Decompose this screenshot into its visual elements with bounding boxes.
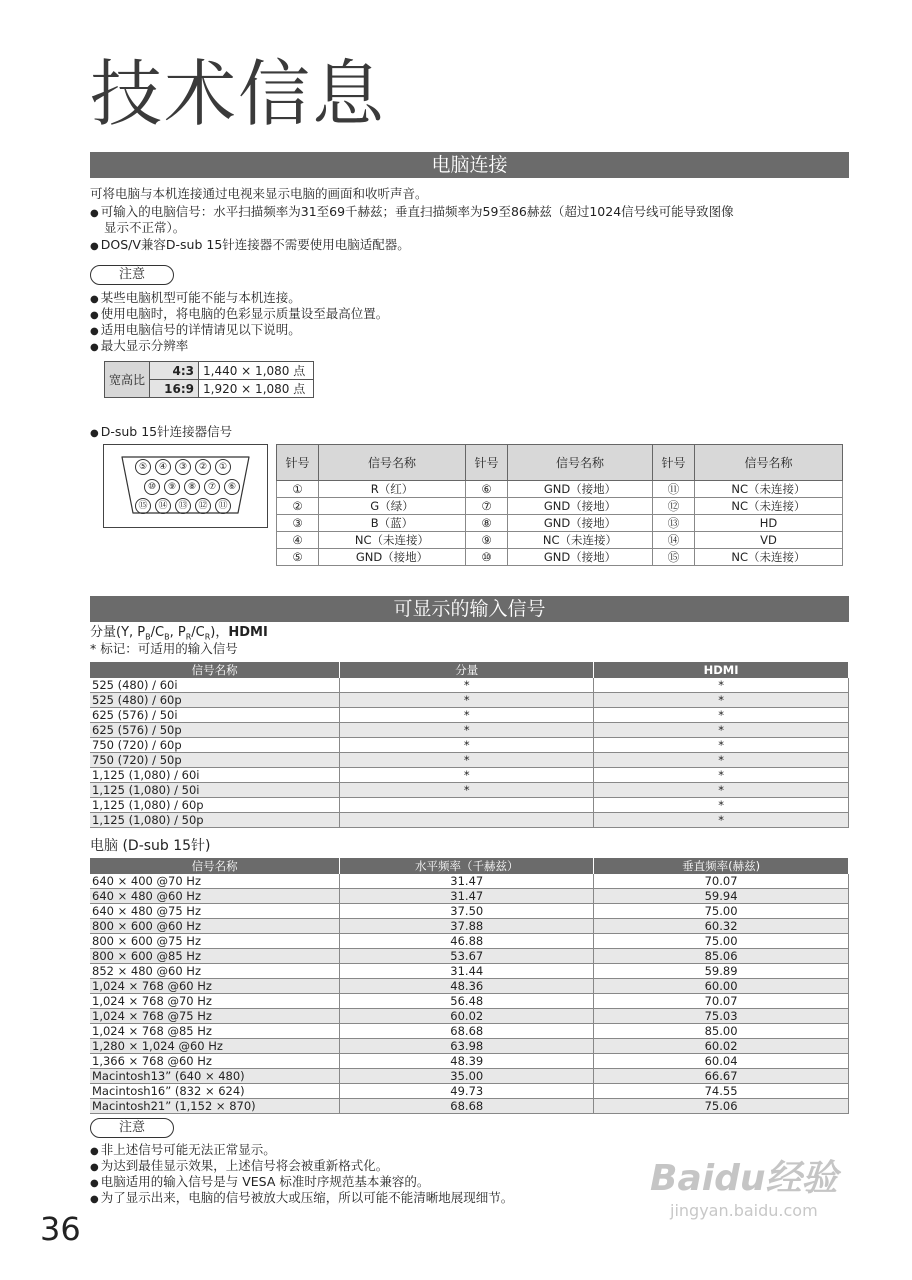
table-cell: * [340,678,594,693]
table-cell: * [594,678,849,693]
table-row [277,532,843,549]
pin-header: 针号 [277,445,319,481]
table-cell: 60.02 [340,1009,594,1024]
pin-header: 针号 [466,445,508,481]
watermark-brand: Baidu经验 [650,1158,838,1199]
table-cell: 66.67 [594,1069,849,1084]
table-row [277,498,843,515]
table-header: HDMI [594,662,849,678]
table-row [90,1069,849,1084]
dsub-connector-diagram [103,444,268,528]
table-cell: 60.04 [594,1054,849,1069]
table-cell: 56.48 [340,994,594,1009]
ratio-value: 1,440 × 1,080 点 [199,362,314,380]
table-row [90,1009,849,1024]
table-cell: ③ [277,515,319,532]
table-cell: 75.00 [594,904,849,919]
ratio-key: 16:9 [150,380,199,398]
dsub-label: ● D-sub 15针连接器信号 [90,424,232,442]
table-cell: GND（接地） [508,549,653,566]
pc-bullet-dosv: ● DOS/V兼容D-sub 15针连接器不需要使用电脑适配器。 [90,237,410,255]
table-cell: ⑥ [466,481,508,498]
table-cell: ⑭ [653,532,695,549]
table-cell: 74.55 [594,1084,849,1099]
table-cell: ⑩ [466,549,508,566]
signal-name-header: 信号名称 [695,445,843,481]
table-cell: ⑪ [653,481,695,498]
table-cell: * [594,753,849,768]
table-cell: 31.47 [340,889,594,904]
table-cell: GND（接地） [508,515,653,532]
pc-bullet-signal-range-cont: 显示不正常）。 [104,220,186,235]
table-row [90,1039,849,1054]
table-cell: ⑮ [653,549,695,566]
table-cell: ④ [277,532,319,549]
signal-note-item: ● 为达到最佳显示效果，上述信号将会被重新格式化。 [90,1158,388,1176]
table-cell: NC（未连接） [695,498,843,515]
component-signal-table [90,662,849,828]
connector-pin: ① [215,459,231,475]
table-cell: GND（接地） [319,549,466,566]
table-cell: HD [695,515,843,532]
table-cell: 60.00 [594,979,849,994]
table-row [90,994,849,1009]
table-cell: NC（未连接） [695,481,843,498]
mark-note: * 标记：可适用的输入信号 [90,641,238,656]
table-cell: * [340,723,594,738]
table-header: 垂直频率(赫兹) [594,858,849,874]
table-cell: 1,024 × 768 @75 Hz [90,1009,340,1024]
table-cell: 53.67 [340,949,594,964]
connector-pin: ⑪ [215,498,231,514]
table-cell: * [594,708,849,723]
table-cell: 625 (576) / 50i [90,708,340,723]
table-cell: Macintosh21” (1,152 × 870) [90,1099,340,1114]
connector-pin: ⑦ [204,479,220,495]
signal-note-item: ● 非上述信号可能无法正常显示。 [90,1142,276,1160]
table-cell: * [594,693,849,708]
table-cell: 800 × 600 @85 Hz [90,949,340,964]
table-cell: 750 (720) / 50p [90,753,340,768]
table-cell: Macintosh16” (832 × 624) [90,1084,340,1099]
table-row [90,783,849,798]
pc-note-item: ● 适用电脑信号的详情请见以下说明。 [90,322,301,340]
table-cell: ⑦ [466,498,508,515]
ratio-label: 宽高比 [105,362,150,398]
watermark [650,1150,837,1220]
table-cell: 68.68 [340,1099,594,1114]
table-cell: * [340,783,594,798]
table-row [90,753,849,768]
table-cell: * [594,783,849,798]
table-cell: * [594,738,849,753]
table-row [90,693,849,708]
table-cell: 59.89 [594,964,849,979]
table-cell: 1,125 (1,080) / 50i [90,783,340,798]
component-heading: 分量(Y, $P_B/C_B$, $P_R/C_R$)，HDMI [90,625,268,642]
table-cell: 60.32 [594,919,849,934]
table-cell: 750 (720) / 60p [90,738,340,753]
table-row [90,1084,849,1099]
table-cell: 640 × 480 @75 Hz [90,904,340,919]
table-cell: 75.00 [594,934,849,949]
table-cell: R（红） [319,481,466,498]
table-row [90,934,849,949]
table-cell: * [340,693,594,708]
signal-name-header: 信号名称 [319,445,466,481]
pc-note-item: ● 最大显示分辨率 [90,338,188,356]
table-cell: 1,125 (1,080) / 50p [90,813,340,828]
table-cell: 75.03 [594,1009,849,1024]
table-row [90,813,849,828]
page-title: 技术信息 [90,52,387,136]
table-cell: * [594,798,849,813]
max-resolution-table [104,361,314,398]
watermark-site: jingyan.baidu.com [670,1201,818,1220]
table-cell: ① [277,481,319,498]
table-header: 分量 [340,662,594,678]
table-cell: ⑫ [653,498,695,515]
table-cell: ⑨ [466,532,508,549]
pin-signal-table [276,444,843,566]
table-cell: 625 (576) / 50p [90,723,340,738]
table-cell [340,813,594,828]
table-cell: ⑧ [466,515,508,532]
table-cell: 70.07 [594,874,849,889]
pin-header: 针号 [653,445,695,481]
table-cell: 37.50 [340,904,594,919]
table-cell: 85.00 [594,1024,849,1039]
table-cell: ② [277,498,319,515]
table-cell: 640 × 400 @70 Hz [90,874,340,889]
table-cell: 59.94 [594,889,849,904]
pc-intro-text: 可将电脑与本机连接通过电视来显示电脑的画面和收听声音。 [90,186,428,201]
table-row [90,1099,849,1114]
table-cell: 1,280 × 1,024 @60 Hz [90,1039,340,1054]
connector-pin: ② [195,459,211,475]
table-row [277,549,843,566]
table-row [90,798,849,813]
table-cell: VD [695,532,843,549]
table-cell: * [340,753,594,768]
connector-pin: ⑤ [135,459,151,475]
table-cell: NC（未连接） [695,549,843,566]
signal-name-header: 信号名称 [508,445,653,481]
connector-pin: ③ [175,459,191,475]
signal-note-item: ● 为了显示出来，电脑的信号被放大或压缩，所以可能不能清晰地展现细节。 [90,1190,513,1208]
table-cell: 49.73 [340,1084,594,1099]
table-row [90,904,849,919]
table-cell: 31.44 [340,964,594,979]
connector-pin: ⑨ [164,479,180,495]
table-cell: G（绿） [319,498,466,515]
table-cell: 35.00 [340,1069,594,1084]
pc-note-item: ● 某些电脑机型可能不能与本机连接。 [90,290,301,308]
table-header: 水平频率（千赫兹） [340,858,594,874]
table-cell: * [594,768,849,783]
table-cell: * [340,708,594,723]
table-cell: 525 (480) / 60i [90,678,340,693]
table-cell: Macintosh13” (640 × 480) [90,1069,340,1084]
table-cell: 1,024 × 768 @70 Hz [90,994,340,1009]
table-cell: * [594,813,849,828]
table-cell: 46.88 [340,934,594,949]
table-cell: 31.47 [340,874,594,889]
table-cell: * [594,723,849,738]
section-bar-pc-connection: 电脑连接 [90,152,849,178]
table-cell: ⑤ [277,549,319,566]
table-cell: 1,024 × 768 @60 Hz [90,979,340,994]
table-cell: 68.68 [340,1024,594,1039]
table-row [90,1024,849,1039]
table-cell: 48.39 [340,1054,594,1069]
pc-bullet-signal-range: ● 可输入的电脑信号：水平扫描频率为31至69千赫兹；垂直扫描频率为59至86赫兹（超过1024信号线可能导致图像 [90,204,734,222]
table-cell: 1,024 × 768 @85 Hz [90,1024,340,1039]
table-cell: NC（未连接） [319,532,466,549]
ratio-key: 4:3 [150,362,199,380]
connector-pin: ⑬ [175,498,191,514]
connector-pin: ⑧ [184,479,200,495]
table-row [90,979,849,994]
pc-signal-heading: 电脑 (D-sub 15针) [90,838,211,854]
table-cell: 525 (480) / 60p [90,693,340,708]
connector-pin: ④ [155,459,171,475]
table-header: 信号名称 [90,858,340,874]
table-cell: 60.02 [594,1039,849,1054]
table-cell: * [340,738,594,753]
table-row [277,515,843,532]
table-cell: 1,366 × 768 @60 Hz [90,1054,340,1069]
table-cell: 48.36 [340,979,594,994]
table-cell: 800 × 600 @75 Hz [90,934,340,949]
table-cell: 852 × 480 @60 Hz [90,964,340,979]
section-bar-input-signals: 可显示的输入信号 [90,596,849,622]
table-cell: 63.98 [340,1039,594,1054]
table-row [90,949,849,964]
table-row [277,481,843,498]
table-cell: NC（未连接） [508,532,653,549]
table-cell: ⑬ [653,515,695,532]
table-cell: 640 × 480 @60 Hz [90,889,340,904]
table-row [90,889,849,904]
table-cell: B（蓝） [319,515,466,532]
table-cell: 85.06 [594,949,849,964]
table-row [90,964,849,979]
connector-pin: ⑭ [155,498,171,514]
table-cell: 1,125 (1,080) / 60i [90,768,340,783]
table-cell: 1,125 (1,080) / 60p [90,798,340,813]
page-number: 36 [40,1210,81,1248]
table-cell: 70.07 [594,994,849,1009]
table-row [90,1054,849,1069]
note-label-pc: 注意 [90,265,174,285]
table-row [90,919,849,934]
table-row [90,738,849,753]
table-header: 信号名称 [90,662,340,678]
signal-note-item: ● 电脑适用的输入信号是与 VESA 标准时序规范基本兼容的。 [90,1174,429,1192]
table-row [90,708,849,723]
table-cell: 75.06 [594,1099,849,1114]
table-row [90,723,849,738]
connector-pin: ⑫ [195,498,211,514]
table-cell: 37.88 [340,919,594,934]
table-cell: * [340,768,594,783]
table-row [90,678,849,693]
note-label-signals: 注意 [90,1118,174,1138]
connector-pin: ⑥ [224,479,240,495]
table-row [90,874,849,889]
pc-signal-table [90,858,849,1114]
table-row [90,768,849,783]
table-cell: GND（接地） [508,481,653,498]
connector-pin: ⑩ [144,479,160,495]
table-cell: GND（接地） [508,498,653,515]
table-cell: 800 × 600 @60 Hz [90,919,340,934]
ratio-value: 1,920 × 1,080 点 [199,380,314,398]
connector-pin: ⑮ [135,498,151,514]
pc-note-item: ● 使用电脑时，将电脑的色彩显示质量设至最高位置。 [90,306,388,324]
table-cell [340,798,594,813]
